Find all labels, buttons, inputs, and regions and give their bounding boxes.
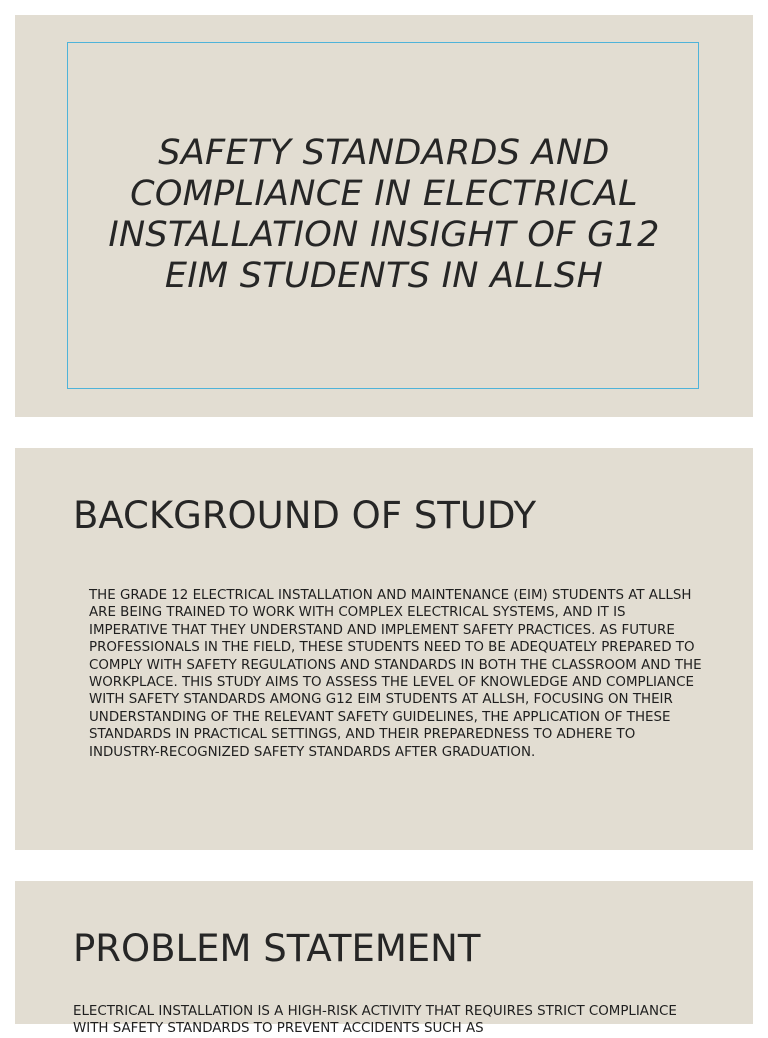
problem-paragraph: ELECTRICAL INSTALLATION IS A HIGH-RISK ACTIVITY THAT REQUIRES STRICT COMPLIANCE WITH SAFETY STANDARDS TO PREVENT ACCIDENTS SUCH AS [73,1004,677,1037]
background-slide [15,448,753,850]
title-slide [15,15,753,417]
background-paragraph: THE GRADE 12 ELECTRICAL INSTALLATION AND MAINTENANCE (EIM) STUDENTS AT ALLSH ARE BEING TRAINED TO WORK WITH COMPLEX ELECTRICAL SYSTEMS, AND IT IS IMPERATIVE THAT THEY UNDERSTAND AND IMPLEMENT SAFETY PRACTICES. AS FUTURE PROFESSIONALS IN THE FIELD, THESE STUDENTS NEED TO BE ADEQUATELY PREPARED TO COMPLY WITH SAFETY REGULATIONS AND STANDARDS IN BOTH THE CLASSROOM AND THE WORKPLACE. THIS STUDY AIMS TO ASSESS THE LEVEL OF KNOWLEDGE AND COMPLIANCE WITH SAFETY STANDARDS AMONG G12 EIM STUDENTS AT ALLSH, FOCUSING ON THEIR UNDERSTANDING OF THE RELEVANT SAFETY GUIDELINES, THE APPLICATION OF THESE STANDARDS IN PRACTICAL SETTINGS, AND THEIR PREPAREDNESS TO ADHERE TO INDUSTRY-RECOGNIZED SAFETY STANDARDS AFTER GRADUATION. [89,588,702,760]
problem-statement-slide [15,881,753,1037]
section-heading-problem: PROBLEM STATEMENT [73,927,481,970]
document-title: SAFETY STANDARDS AND COMPLIANCE IN ELECTRICAL INSTALLATION INSIGHT OF G12 EIM STUDENTS IN ALLSH [108,133,660,296]
section-heading-background: BACKGROUND OF STUDY [73,494,537,537]
